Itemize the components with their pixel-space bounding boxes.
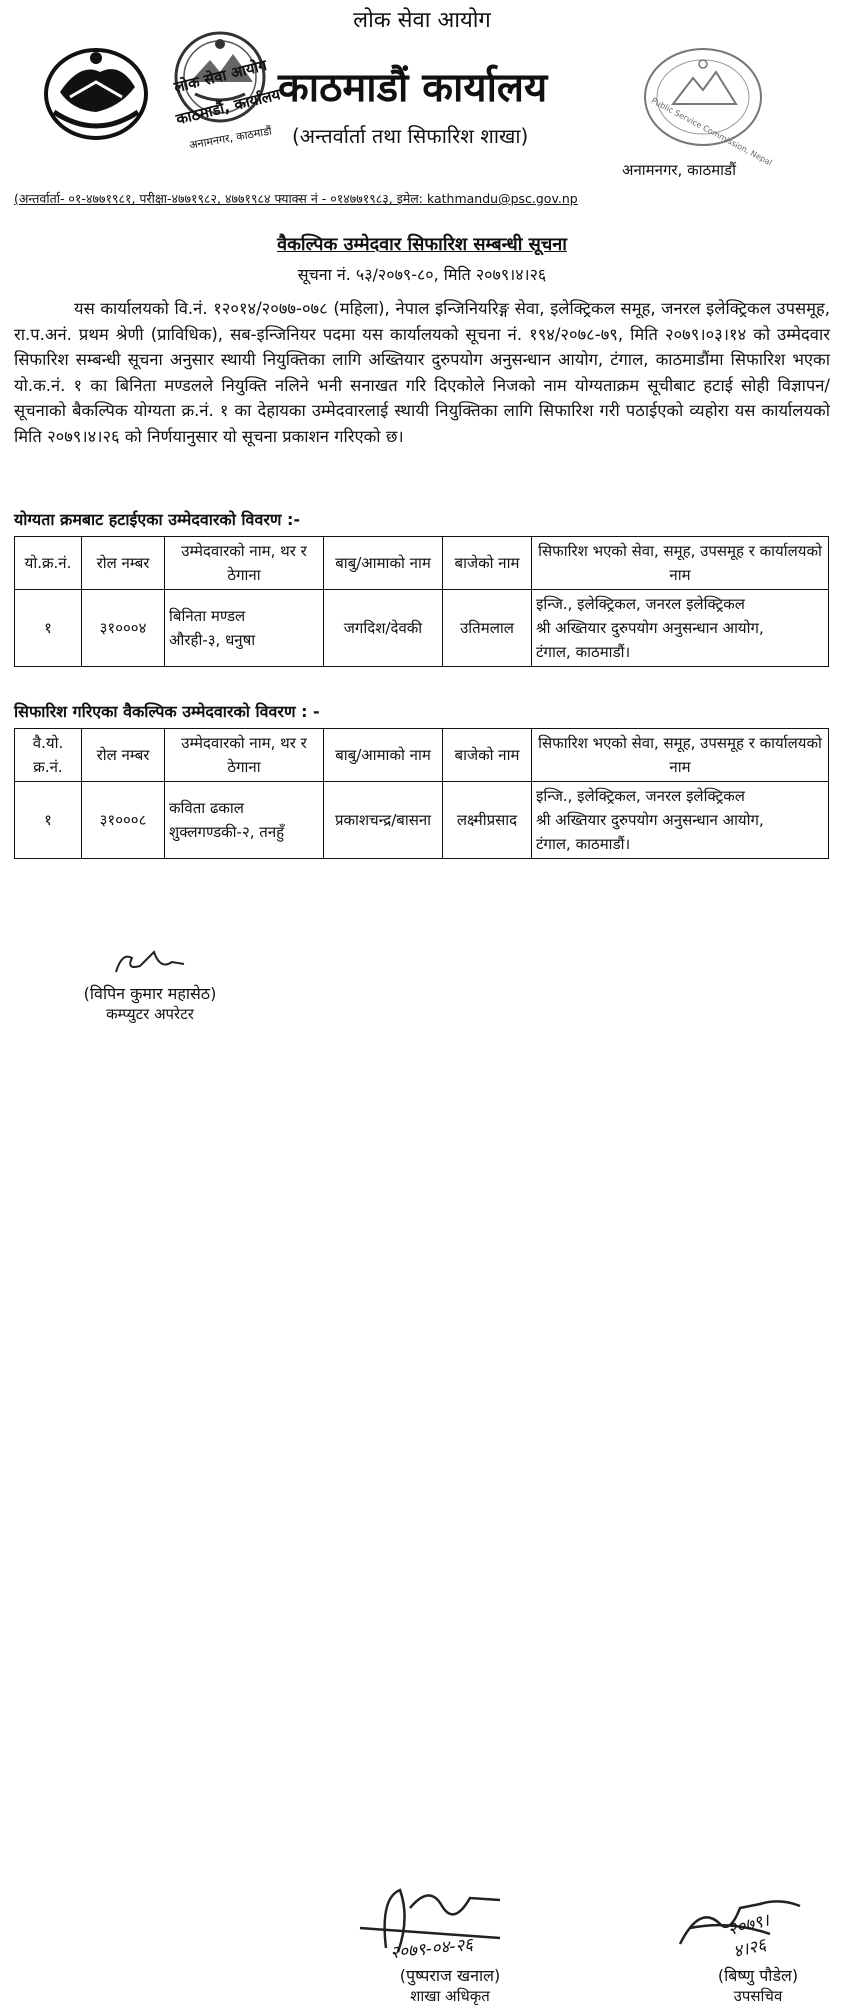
office-title: काठमाडौं कार्यालय [278, 65, 548, 111]
col-name: उम्मेदवारको नाम, थर र ठेगाना [165, 729, 324, 782]
table-header-row [15, 537, 829, 590]
org-title: लोक सेवा आयोग [353, 8, 491, 33]
cell-name-address [165, 590, 324, 667]
logo-text-1: लोक सेवा आयोग [172, 56, 269, 97]
col-roll: रोल नम्बर [82, 537, 165, 590]
notice-body: यस कार्यालयको वि.नं. १२०१४/२०७७-०७८ (महिला), नेपाल इन्जिनियरिङ्ग सेवा, इलेक्ट्रिकल समूह, जनरल इलेक्ट्रिकल उपसमूह, रा.प.अनं. प्रथम श्रेणी (प्राविधिक), सब-इन्जिनियर पदमा यस कार्यालयको सूचना नं. १९४/२०७८-७९, मिति २०७९।०३।१४ को उम्मेदवार सिफारिश सम्बन्धी सूचना अनुसार स्थायी नियुक्तिका लागि अख्तियार दुरुपयोग अनुसन्धान आयोग, टंगाल, काठमाडौंमा सिफारिश भएका यो.क.नं. १ का बिनिता मण्डलले नियुक्ति नलिने भनी सनाखत गरि दिएकोले निजको नाम योग्यताक्रम सूचीबाट हटाई सोही विज्ञापन/सूचनाको बैकल्पिक योग्यता क्र.नं. १ का देहायका उम्मेदवारलाई स्थायी नियुक्तिका लागि सिफारिश गरी पठाईएको व्यहोरा यस कार्यालयको मिति २०७९।४।२६ को निर्णयानुसार यो सूचना प्रकाशन गरिएको छ। [14, 299, 830, 446]
service-line: इन्जि., इलेक्ट्रिकल, जनरल इलेक्ट्रिकल [536, 787, 745, 805]
service-line: टंगाल, काठमाडौं। [536, 835, 631, 853]
office-address: अनामनगर, काठमाडौं [622, 161, 736, 179]
col-parents: बाबु/आमाको नाम [324, 537, 443, 590]
branch-title: (अन्तर्वार्ता तथा सिफारिश शाखा) [292, 124, 529, 148]
cell-parents: प्रकाशचन्द्र/बासना [324, 782, 443, 859]
col-sn: वै.यो. क्र.नं. [15, 729, 82, 782]
cell-parents: जगदिश/देवकी [324, 590, 443, 667]
col-sn: यो.क्र.नं. [15, 537, 82, 590]
signatory-1-title: कम्प्युटर अपरेटर [106, 1005, 194, 1023]
signature-2-icon [350, 1878, 540, 1978]
contact-line: (अन्तर्वार्ता- ०१-४७७१९८१, परीक्षा-४७७१९८२, ४७७१९८४ फ्याक्स नं - ०१४७७१९८३, इमेल: kathmandu@psc.gov.np [14, 191, 578, 206]
signature-1-icon [110, 944, 190, 980]
signatory-3-name: (बिष्णु पौडेल) [717, 1966, 799, 1985]
cell-service [532, 782, 829, 859]
logo-text-2: काठमाडौं, कार्यालय [174, 85, 283, 129]
col-service: सिफारिश भएको सेवा, समूह, उपसमूह र कार्यालयको नाम [532, 537, 829, 590]
removed-candidate-table [14, 536, 829, 667]
col-service: सिफारिश भएको सेवा, समूह, उपसमूह र कार्यालयको नाम [532, 729, 829, 782]
service-line: श्री अख्तियार दुरुपयोग अनुसन्धान आयोग, [536, 619, 764, 637]
col-grandfather: बाजेको नाम [443, 729, 532, 782]
notice-number: सूचना नं. ५३/२०७९-८०, मिति २०७९।४।२६ [297, 265, 547, 284]
service-line: इन्जि., इलेक्ट्रिकल, जनरल इलेक्ट्रिकल [536, 595, 745, 613]
recommended-section-label: सिफारिश गरिएका वैकल्पिक उम्मेदवारको विवरण : - [14, 702, 320, 721]
cell-sn: १ [15, 590, 82, 667]
logo-text-3: अनामनगर, काठमाडौं [188, 124, 273, 152]
candidate-address: शुक्लगण्डकी-२, तनहुँ [169, 823, 285, 841]
col-parents: बाबु/आमाको नाम [324, 729, 443, 782]
candidate-name: बिनिता मण्डल [169, 607, 246, 625]
col-roll: रोल नम्बर [82, 729, 165, 782]
recommended-candidate-table [14, 728, 829, 859]
cell-grandfather: उतिमलाल [443, 590, 532, 667]
signatory-2 [350, 1964, 550, 2006]
notice-title: वैकल्पिक उम्मेदवार सिफारिश सम्बन्धी सूचना [277, 234, 567, 255]
signatory-1-name: (विपिन कुमार महासेठ) [83, 984, 217, 1003]
col-grandfather: बाजेको नाम [443, 537, 532, 590]
removed-section-label: योग्यता क्रमबाट हटाईएका उम्मेदवारको विवरण :- [14, 510, 301, 529]
signatory-3-title: उपसचिव [733, 1987, 783, 2005]
signature-3-date: २०७९।४।२६ [725, 1910, 772, 1963]
nepal-emblem-icon [40, 42, 152, 142]
cell-roll: ३१०००८ [82, 782, 165, 859]
table-header-row [15, 729, 829, 782]
service-line: टंगाल, काठमाडौं। [536, 643, 631, 661]
candidate-address: औरही-३, धनुषा [169, 631, 256, 649]
cell-sn: १ [15, 782, 82, 859]
signatory-2-title: शाखा अधिकृत [410, 1987, 490, 2005]
signature-2-date: २०७९-०४-२६ [389, 1934, 474, 1964]
cell-name-address [165, 782, 324, 859]
table-row [15, 782, 829, 859]
service-line: श्री अख्तियार दुरुपयोग अनुसन्धान आयोग, [536, 811, 764, 829]
candidate-name: कविता ढकाल [169, 799, 244, 817]
signatory-2-name: (पुष्पराज खनाल) [399, 1966, 501, 1985]
seal-text: Public Service Commission, Nepal [649, 96, 774, 168]
table-row [15, 590, 829, 667]
cell-roll: ३१०००४ [82, 590, 165, 667]
signatory-1 [50, 982, 799, 2005]
signatory-3 [658, 1964, 844, 2006]
col-name: उम्मेदवारको नाम, थर र ठेगाना [165, 537, 324, 590]
cell-grandfather: लक्ष्मीप्रसाद [443, 782, 532, 859]
cell-service [532, 590, 829, 667]
